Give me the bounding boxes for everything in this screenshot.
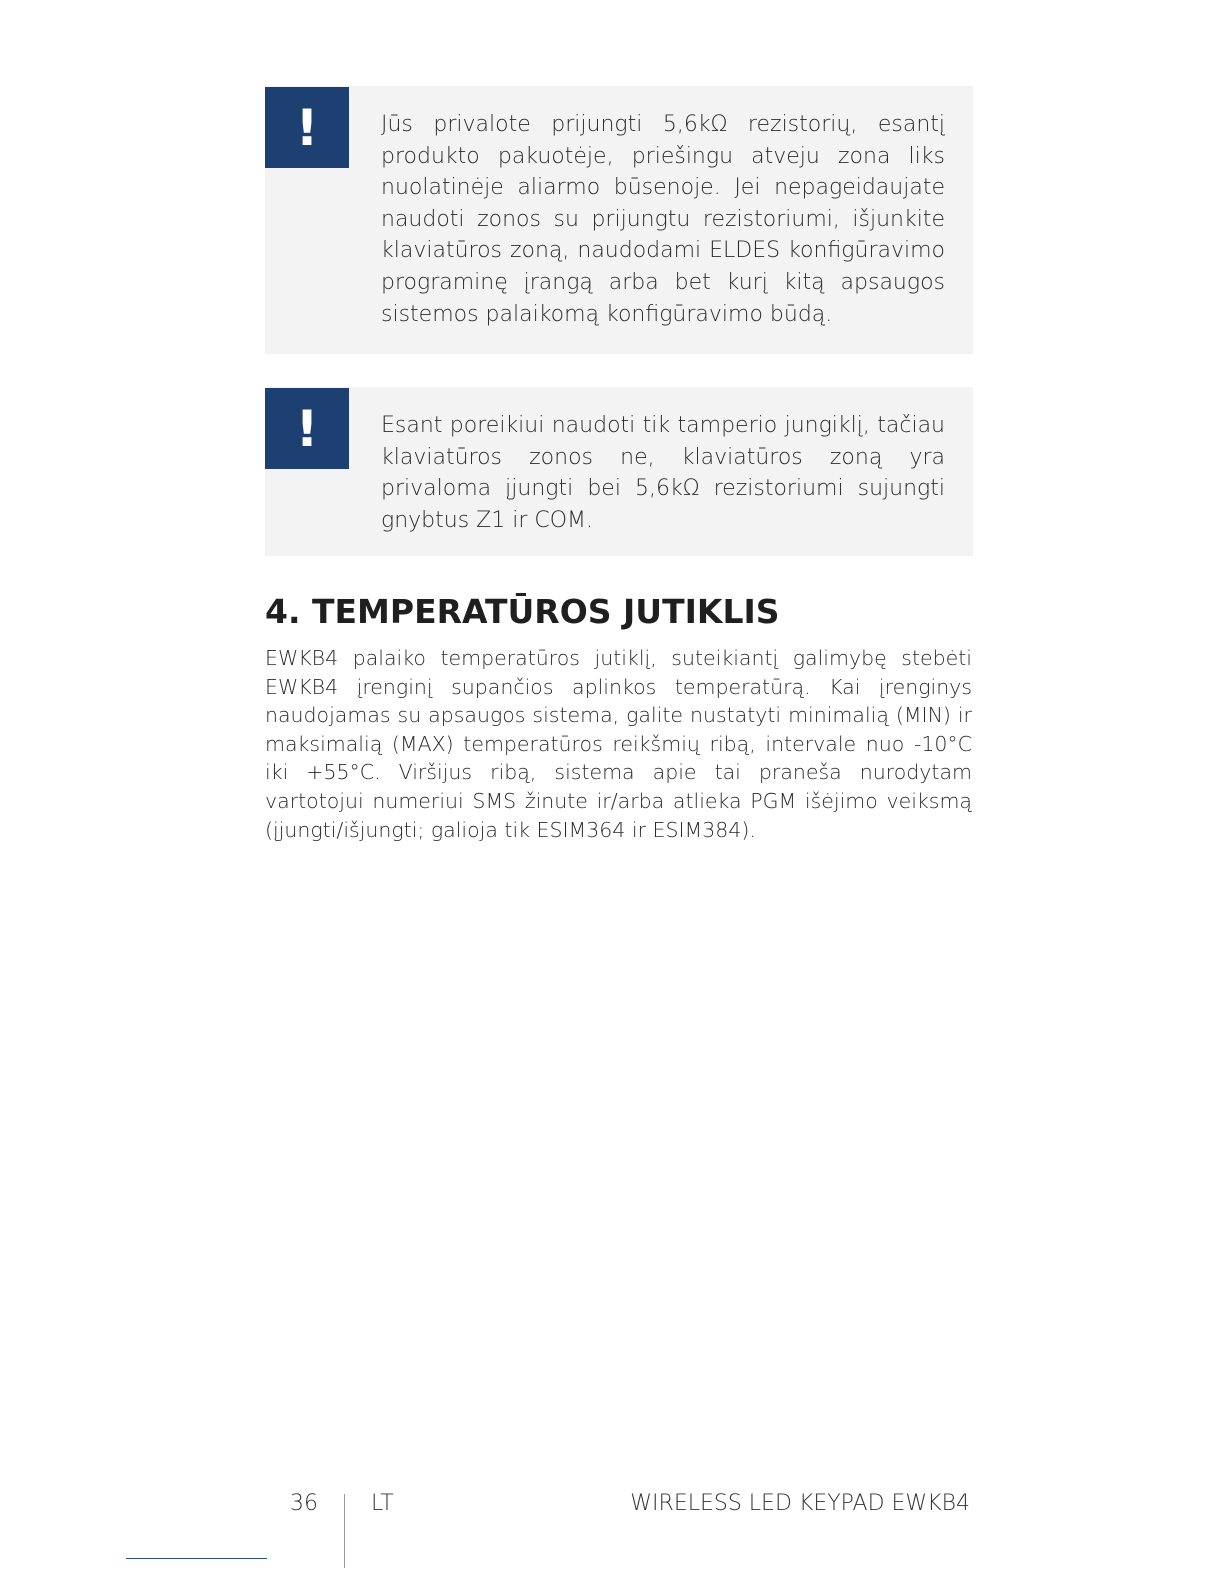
- warning-note-text: Esant poreikiui naudoti tik tamperio jungiklį, tačiau klaviatūros zonos ne, klaviatūros zoną yra privaloma įjungti bei 5,6kΩ rezistoriumi sujungti gnybtus Z1 ir COM.: [381, 413, 945, 533]
- section-body: EWKB4 palaiko temperatūros jutiklį, suteikiantį galimybę stebėti EWKB4 įrenginį supančios aplinkos temperatūrą. Kai įrenginys naudojamas su apsaugos sistema, galite nustatyti minimalią (MIN) ir maksimalią (MAX) temperatūros reikšmių ribą, intervale nuo -10°C iki +55°C. Viršijus ribą, sistema apie tai praneša nurodytam vartotojui numeriui SMS žinute ir/arba atlieka PGM išėjimo veiksmą (įjungti/išjungti; galioja tik ESIM364 ir ESIM384).: [265, 646, 972, 842]
- warning-note-text: Jūs privalote prijungti 5,6kΩ rezistorių, esantį produkto pakuotėje, priešingu atveju zona liks nuolatinėje aliarmo būsenoje. Jei nepageidaujate naudoti zonos su prijungtu rezistoriumi, išjunkite klaviatūros zoną, naudodami ELDES konfigūravimo programinę įrangą arba bet kurį kitą apsaugos sistemos palaikomą konfigūravimo būdą.: [381, 112, 945, 327]
- page-number: 36: [290, 1491, 318, 1516]
- exclamation-icon: !: [265, 87, 349, 168]
- footer-accent-line: [126, 1558, 267, 1559]
- warning-note-tamper: [265, 387, 973, 556]
- footer-product-name: WIRELESS LED KEYPAD EWKB4: [630, 1491, 970, 1516]
- footer-language: LT: [371, 1491, 394, 1516]
- footer-divider: [344, 1494, 345, 1568]
- section-title: 4. TEMPERATŪROS JUTIKLIS: [265, 592, 780, 631]
- warning-note-resistor: [265, 86, 973, 354]
- exclamation-icon: !: [265, 388, 349, 469]
